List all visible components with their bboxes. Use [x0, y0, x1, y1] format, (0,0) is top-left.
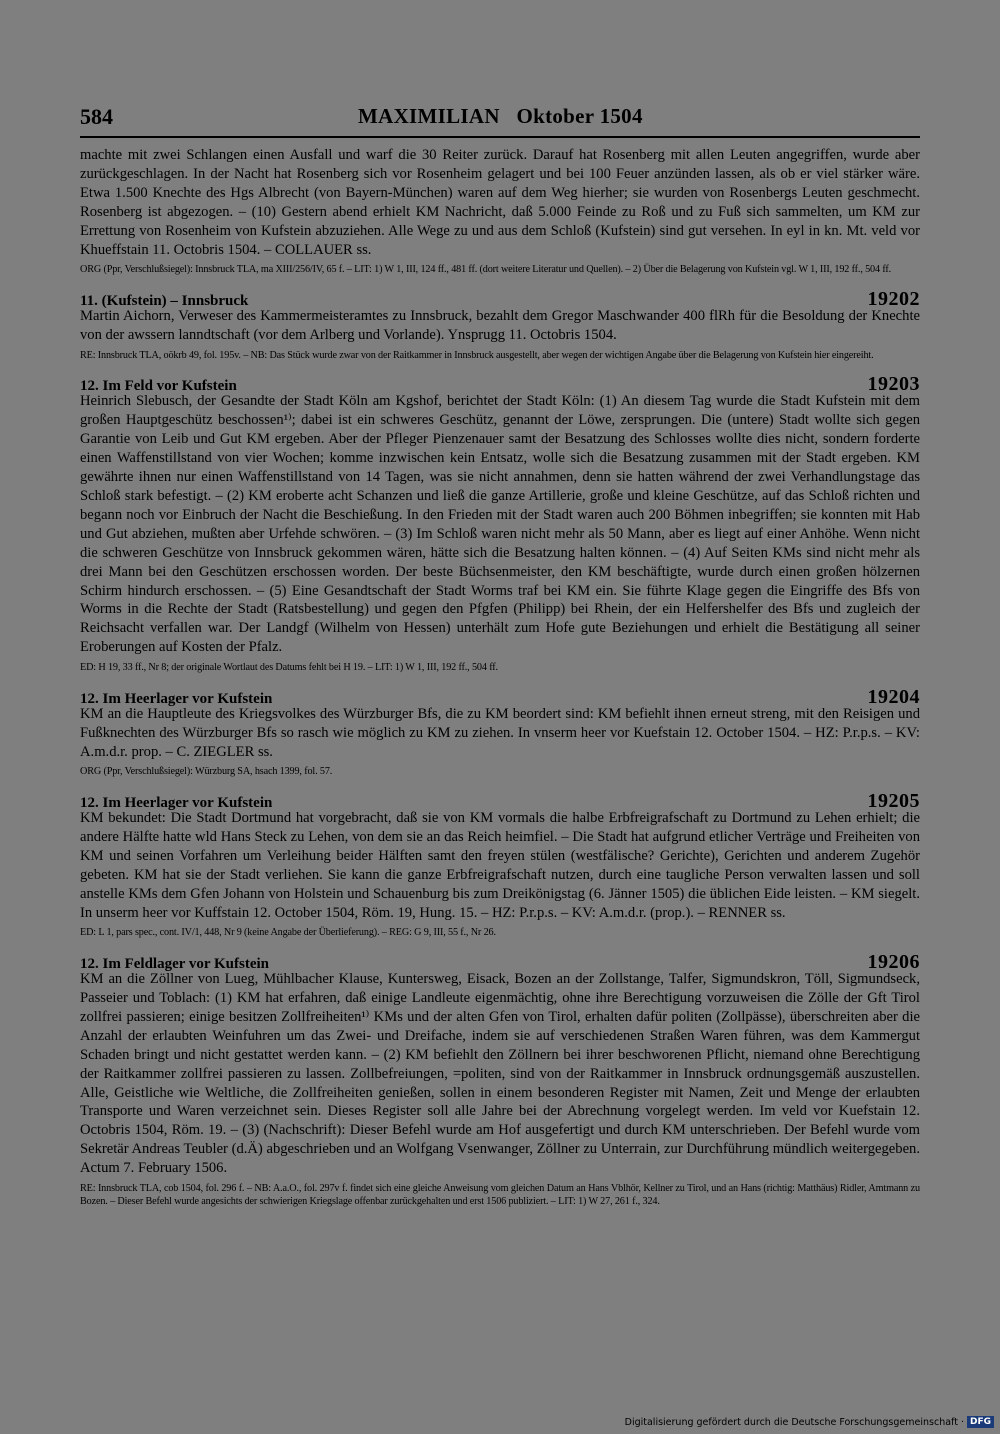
entry-place: 12. Im Heerlager vor Kufstein [80, 690, 273, 707]
entry-source: ED: L 1, pars spec., cont. IV/1, 448, Nr 9 (keine Angabe der Überlieferung). – REG: G 9, III, 55 f., Nr 26. [80, 927, 496, 939]
running-title: MAXIMILIAN Oktober 1504 [358, 104, 643, 128]
page [80, 100, 920, 1208]
entry-source: ED: H 19, 33 ff., Nr 8; der originale Wortlaut des Datums fehlt bei H 19. – LIT: 1) W 1, III, 192 ff., 504 ff. [80, 662, 498, 674]
entry-place: 12. Im Feldlager vor Kufstein [80, 956, 270, 973]
entry-text: Martin Aichorn, Verweser des Kammermeisteramtes zu Innsbruck, bezahlt dem Gregor Maschwander 400 flRh für die Besoldung der Knechte von der awssern lanndtschaft (vor dem Arlberg und Vorlande). Ynsprugg 11. Octobris 1504. [80, 308, 920, 343]
entry-number: 19205 [867, 790, 920, 813]
entry-source: RE: Innsbruck TLA, cob 1504, fol. 296 f. – NB: A.a.O., fol. 297v f. findet sich eine gleiche Anweisung vom gleichen Datum an Hans Vblhör, Kellner zu Tirol, und an Hans (richtig: Matthäus) Ridler, Amtmann zu Bozen. – Dieser Befehl wurde angesichts der schwierigen Kriegslage offenbar zurückgehalten und erst 1506 publiziert. – LIT: 1) W 27, 261 f., 324. [80, 1183, 920, 1207]
entry-place: 12. Im Heerlager vor Kufstein [80, 795, 273, 812]
dfg-logo: DFG [967, 1416, 994, 1428]
entry-heading [80, 288, 920, 311]
entry-19202 [80, 288, 920, 362]
entry-heading [80, 790, 920, 813]
entry-19205 [80, 790, 920, 940]
entry-source: ORG (Ppr, Verschlußsiegel): Würzburg SA, hsach 1399, fol. 57. [80, 766, 333, 778]
entry-number: 19203 [867, 373, 920, 396]
entry-place: 12. Im Feld vor Kufstein [80, 378, 237, 395]
entry-place: 11. (Kufstein) – Innsbruck [80, 293, 249, 310]
intro-section [80, 146, 920, 277]
entry-heading [80, 951, 920, 974]
funding-footer [625, 1416, 994, 1428]
entry-number: 19204 [867, 685, 920, 708]
entry-19204 [80, 686, 920, 779]
entry-text: KM an die Hauptleute des Kriegsvolkes des Würzburger Bfs, die zu KM beordert sind: KM befiehlt ihnen erneut streng, mit den Reisigen und Fußknechten des Würzburger Bfs so rasch wie möglich zu KM zu ziehen. In vnserm heer vor Kuefstain 12. October 1504. – HZ: P.r.p.s. – KV: A.m.d.r. prop. – C. ZIEGLER ss. [80, 705, 920, 760]
entry-19203 [80, 373, 920, 674]
entry-text: KM bekundet: Die Stadt Dortmund hat vorgebracht, daß sie von KM vormals die halbe Erbfreigrafschaft zu Dortmund zu Lehen erhielt; die andere Hälfte hatte wld Hans Steck zu Lehen, von dem sie an das Reich heimfiel. – Die Stadt hat aufgrund etlicher Verträge und Freiheiten von KM und seinen Vorfahren um Verleihung beider Hälften samt den freyen stülen (westfälische? Gerichte), Gerichten und anderem Zugehör gebeten. KM hat sie der Stadt verliehen. Sie kann die ganze Erbfreigrafschaft nutzen, durch eine taugliche Person verwalten lassen und soll anstelle KMs dem Gfen Johann von Holstein und Schauenburg bis zum Dreikönigstag (6. Jänner 1505) die üblichen Eide leisten. – KM siegelt. In unserm heer vor Kuffstain 12. October 1504, Röm. 19, Hung. 15. – HZ: P.r.p.s. – KV: A.m.d.r. (prop.). – RENNER ss. [80, 810, 920, 921]
intro-text: machte mit zwei Schlangen einen Ausfall und warf die 30 Reiter zurück. Darauf hat Rosenberg mit allen Leuten angegriffen, wurde aber zurückgeschlagen. In der Nacht hat Rosenberg sich vor Rosenheim gelagert und bei 100 Feuer anzünden lassen, als ob er viel stärker wäre. Etwa 1.500 Knechte des Hgs Albrecht (von Bayern-München) waren auf dem Weg hierher; sie wurden von Rosenbergs Leuten geschmecht. Rosenberg ist abgezogen. – (10) Gestern abend erhielt KM Nachricht, daß 5.000 Feinde zu Roß und zu Fuß sich sammelten, um KM zur Errettung von Rosenheim von Kufstein abzuziehen. Alle Wege zu und aus dem Schloß (Kufstein) sind gut versehen. In eyl in kn. Mt. veld vor Khueffstain 11. Octobris 1504. – COLLAUER ss. [80, 147, 920, 258]
intro-source: ORG (Ppr, Verschlußsiegel): Innsbruck TLA, ma XIII/256/IV, 65 f. – LIT: 1) W 1, III, 124 ff., 481 ff. (dort weitere Literatur und Quellen). – 2) Über die Belagerung von Kufstein vgl. W 1, III, 192 ff., 504 ff. [80, 264, 892, 276]
entry-heading [80, 373, 920, 396]
page-header [80, 100, 920, 138]
entry-19206 [80, 951, 920, 1208]
funding-text: Digitalisierung gefördert durch die Deutsche Forschungsgemeinschaft · [624, 1416, 964, 1428]
entry-source: RE: Innsbruck TLA, oökrb 49, fol. 195v. – NB: Das Stück wurde zwar von der Raitkammer in Innsbruck ausgestellt, aber wegen der wichtigen Angabe über die Belagerung von Kufstein hier eingereiht. [80, 349, 874, 361]
entry-number: 19202 [867, 288, 920, 311]
entry-heading [80, 685, 920, 708]
page-number: 584 [80, 104, 113, 129]
entry-text: KM an die Zöllner von Lueg, Mühlbacher Klause, Kuntersweg, Eisack, Bozen an der Zollstange, Talfer, Sigmundskron, Töll, Sigmundseck, Passeier und Toblach: (1) KM hat erfahren, daß einige Landleute eigenmächtig, ohne ihre Berechtigung vorzuweisen die Zölle der Gft Tirol zollfrei passieren; einige besitzen Zollfreiheiten¹⁾ KMs und der alten Gfen von Tirol, erhalten dafür politen (Zollpässe), überschreiten aber die Anzahl der erlaubten Weinfuhren um das Zwei- und Dreifache, indem sie auf verschiedenen Straßen Waren führen, was dem Kammergut Schaden bringt und nicht gestattet werden kann. – (2) KM befiehlt den Zöllnern bei ihrer beschworenen Pflicht, niemand ohne Berechtigung der Raitkammer zollfrei passieren zu lassen. Zollbefreiungen, =politen, sind von der Raitkammer in Innsbruck ordnungsgemäß auszustellen. Alle, Geistliche wie Weltliche, die Zollfreiheiten genießen, sollen in einem besonderen Register mit Namen, Zeit und Menge der erlaubten Transporte und Waren verzeichnet sein. Dieses Register soll alle Jahre bei der Abrechnung vorgelegt werden. Im veld vor Kuefstain 12. Octobris 1504, Röm. 19. – (3) (Nachschrift): Dieser Befehl wurde am Hof ausgefertigt und durch KM unterschrieben. Der Befehl wurde vom Sekretär Andreas Teubler (d.Ä) abgeschrieben und an Wolfgang Vsenwanger, Zöllner zu Unterrain, zur Durchführung mündlich weitergegeben. Actum 7. February 1506. [80, 971, 920, 1177]
entry-number: 19206 [867, 951, 920, 974]
entry-text: Heinrich Slebusch, der Gesandte der Stadt Köln am Kgshof, berichtet der Stadt Köln: (1) An diesem Tag wurde die Stadt Kufstein mit dem großen Hauptgeschütz beschossen¹⁾; dabei ist ein schweres Geschütz, genannt der Löwe, zersprungen. Die (untere) Stadt wollte sich gegen Garantie von Leib und Gut KM ergeben. Aber der Pfleger Pienzenauer samt der Besatzung des Schlosses wollte dies nicht, sondern forderte einen Waffenstillstand von vier Wochen; komme inzwischen kein Entsatz, wolle sich die Besatzung zusammen mit der Stadt ergeben. KM gewährte ihnen nur einen Waffenstillstand von 14 Tagen, was sie nicht annahmen, denn sie hatten während der zwei Verhandlungstage das Schloß stark befestigt. – (2) KM eroberte acht Schanzen und ließ die ganze Artillerie, große und kleine Geschütze, auf das Schloß richten und begann noch vor Einbruch der Nacht die Beschießung. In den Frieden mit der Stadt waren auch 200 Böhmen inbegriffen; sie konnten mit Hab und Gut abziehen, mußten aber Urfehde schwören. – (3) Im Schloß waren nicht mehr als 50 Mann, aber es liegt auf einer Anhöhe. Wenn nicht die schweren Geschütze von Innsbruck gekommen wären, hätte sich die Besatzung halten können. – (4) Auf Seiten KMs sind nicht mehr als drei Mann bei den Geschützen erschossen worden. Der beste Büchsenmeister, den KM beschäftigte, wurde durch einen großen hölzernen Schirm hindurch erschossen. – (5) Eine Gesandtschaft der Stadt Worms traf bei KM ein. Sie führte Klage gegen die Eingriffe des Bfs von Worms in die Rechte der Stadt (Ratsbestellung) und gegen den Pfgfen (Philipp) bei Rhein, der ein Helfershelfer des Bfs und zugleich der Reichsacht verfallen war. Der Landgf (Wilhelm von Hessen) unterhält zum Hofe gute Beziehungen und erhielt die Bestätigung all seiner Eroberungen auf Kosten der Pfalz. [80, 393, 920, 656]
